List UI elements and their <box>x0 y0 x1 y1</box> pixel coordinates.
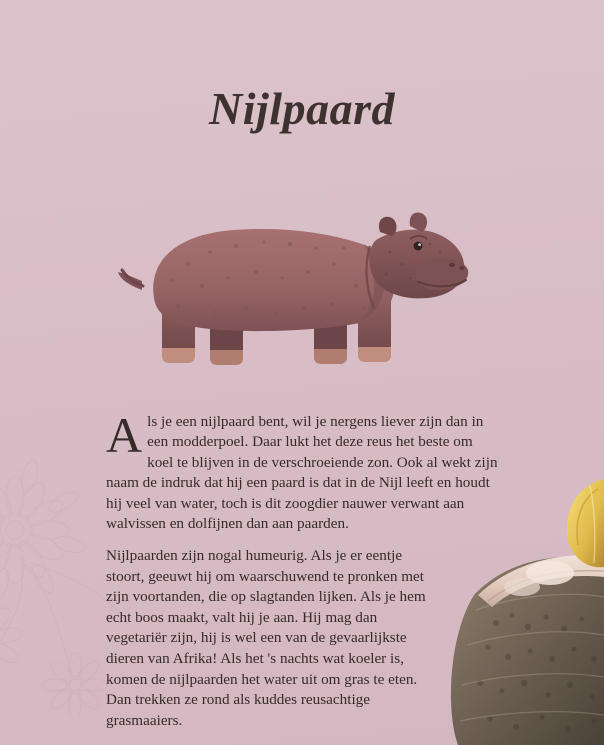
hippopotamus-illustration <box>118 186 470 382</box>
photo-collage-corner <box>418 445 604 745</box>
drop-cap: A <box>106 407 143 463</box>
page-title: Nijlpaard <box>209 83 395 134</box>
paragraph-one-text: ls je een nijlpaard bent, wil je nergens liever zijn dan in een modderpoel. Daar lukt het deze reus het beste om koel te blijven in de verschroeiende zon. Ook al wekt zijn naam de indruk dat hij een paard is dat in de Nijl leeft en houdt hij veel van water, toch is dit zoogdier nauwer verwant aan walvissen en dolfijnen dan aan paarden. <box>106 413 498 533</box>
paragraph-two: Nijlpaarden zijn nogal humeurig. Als je er eentje stoort, geeuwt hij om waarschuwend te pronken met zijn voortanden, die op slagtanden lijken. Als je hem echt boos maakt, valt hij je aan. Hij mag dan vegetariër zijn, hij is wel een van de gevaarlijkste dieren van Afrika! Als het 's nachts wat koeler is, komen de nijlpaarden het water uit om gras te eten. Dan trekken ze rond als kuddes reusachtige grasmaaiers. <box>106 547 426 729</box>
